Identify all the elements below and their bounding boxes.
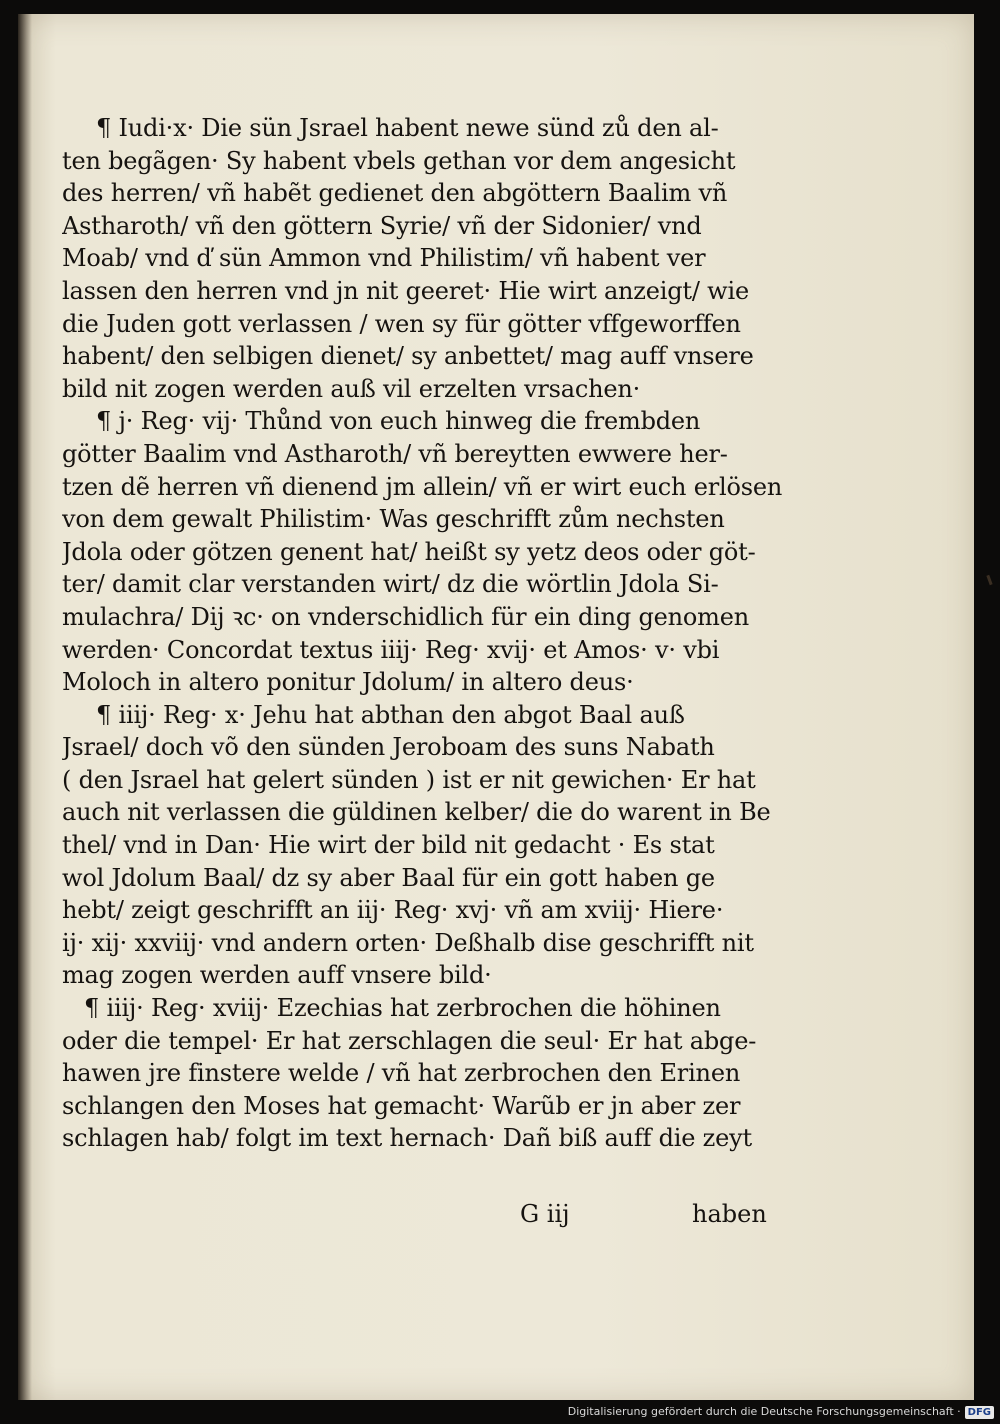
catchword: haben <box>692 1200 767 1228</box>
text-line: des herren/ vñ habẽt gedienet den abgöttern Baalim vñ <box>62 179 728 208</box>
text-line: ¶ j· Reg· vij· Thůnd von euch hinweg die frembden <box>96 407 701 436</box>
dfg-logo: DFG <box>965 1406 994 1419</box>
text-line: ij· xij· xxviij· vnd andern orten· Deßhalb dise geschrifft nit <box>62 928 754 957</box>
text-line: thel/ vnd in Dan· Hie wirt der bild nit gedacht · Es stat <box>62 831 715 860</box>
signature-mark: G iij <box>520 1200 570 1228</box>
text-line: die Juden gott verlassen / wen sy für götter vffgeworffen <box>62 309 741 338</box>
funding-footer <box>568 1404 994 1420</box>
text-line: Jdola oder götzen genent hat/ heißt sy yetz deos oder göt- <box>62 537 756 566</box>
text-line: bild nit zogen werden auß vil erzelten vrsachen· <box>62 374 641 403</box>
text-line: von dem gewalt Philistim· Was geschrifft zům nechsten <box>62 505 725 534</box>
text-line: Astharoth/ vñ den göttern Syrie/ vñ der Sidonier/ vnd <box>62 211 702 240</box>
text-line: schlangen den Moses hat gemacht· Warũb er jn aber zer <box>62 1091 741 1120</box>
text-line: ten begãgen· Sy habent vbels gethan vor dem angesicht <box>62 146 736 175</box>
margin-mark <box>986 575 992 585</box>
text-line: mulachra/ Dij ꝛc· on vnderschidlich für ein ding genomen <box>62 602 749 631</box>
text-line: schlagen hab/ folgt im text hernach· Dañ biß auff die zeyt <box>62 1124 752 1153</box>
text-line: hawen jre finstere welde / vñ hat zerbrochen den Erinen <box>62 1059 741 1088</box>
text-line: lassen den herren vnd jn nit geeret· Hie wirt anzeigt/ wie <box>62 276 749 305</box>
text-line: Moloch in altero ponitur Jdolum/ in altero deus· <box>62 668 634 697</box>
text-line: wol Jdolum Baal/ dz sy aber Baal für ein gott haben ge <box>62 863 715 892</box>
text-line: hebt/ zeigt geschrifft an iij· Reg· xvj· vñ am xviij· Hiere· <box>62 896 724 925</box>
text-line: Moab/ vnd ď sün Ammon vnd Philistim/ vñ habent ver <box>62 244 706 273</box>
text-line: habent/ den selbigen dienet/ sy anbettet/ mag auff vnsere <box>62 342 754 371</box>
text-line: oder die tempel· Er hat zerschlagen die seul· Er hat abge- <box>62 1026 757 1055</box>
text-line: ¶ iiij· Reg· x· Jehu hat abthan den abgot Baal auß <box>96 700 685 729</box>
text-line: auch nit verlassen die güldinen kelber/ die do warent in Be <box>62 798 771 827</box>
text-line: Jsrael/ doch võ den sünden Jeroboam des suns Nabath <box>62 733 715 762</box>
text-line: ¶ iiij· Reg· xviij· Ezechias hat zerbrochen die höhinen <box>84 994 721 1023</box>
text-line: ¶ Iudi·x· Die sün Jsrael habent newe sünd zů den al- <box>96 114 719 142</box>
page-gutter-shadow <box>18 14 32 1400</box>
text-line: ter/ damit clar verstanden wirt/ dz die wörtlin Jdola Si- <box>62 570 719 599</box>
funding-text: Digitalisierung gefördert durch die Deutsche Forschungsgemeinschaft · <box>567 1405 961 1418</box>
text-line: mag zogen werden auff vnsere bild· <box>62 961 492 990</box>
text-line: ( den Jsrael hat gelert sünden ) ist er nit gewichen· Er hat <box>62 765 756 794</box>
text-block <box>62 112 792 1155</box>
text-line: tzen dẽ herren vñ dienend jm allein/ vñ er wirt euch erlösen <box>62 472 783 501</box>
text-line: werden· Concordat textus iiij· Reg· xvij· et Amos· v· vbi <box>62 635 720 664</box>
text-line: götter Baalim vnd Astharoth/ vñ bereytten ewwere her- <box>62 439 728 468</box>
